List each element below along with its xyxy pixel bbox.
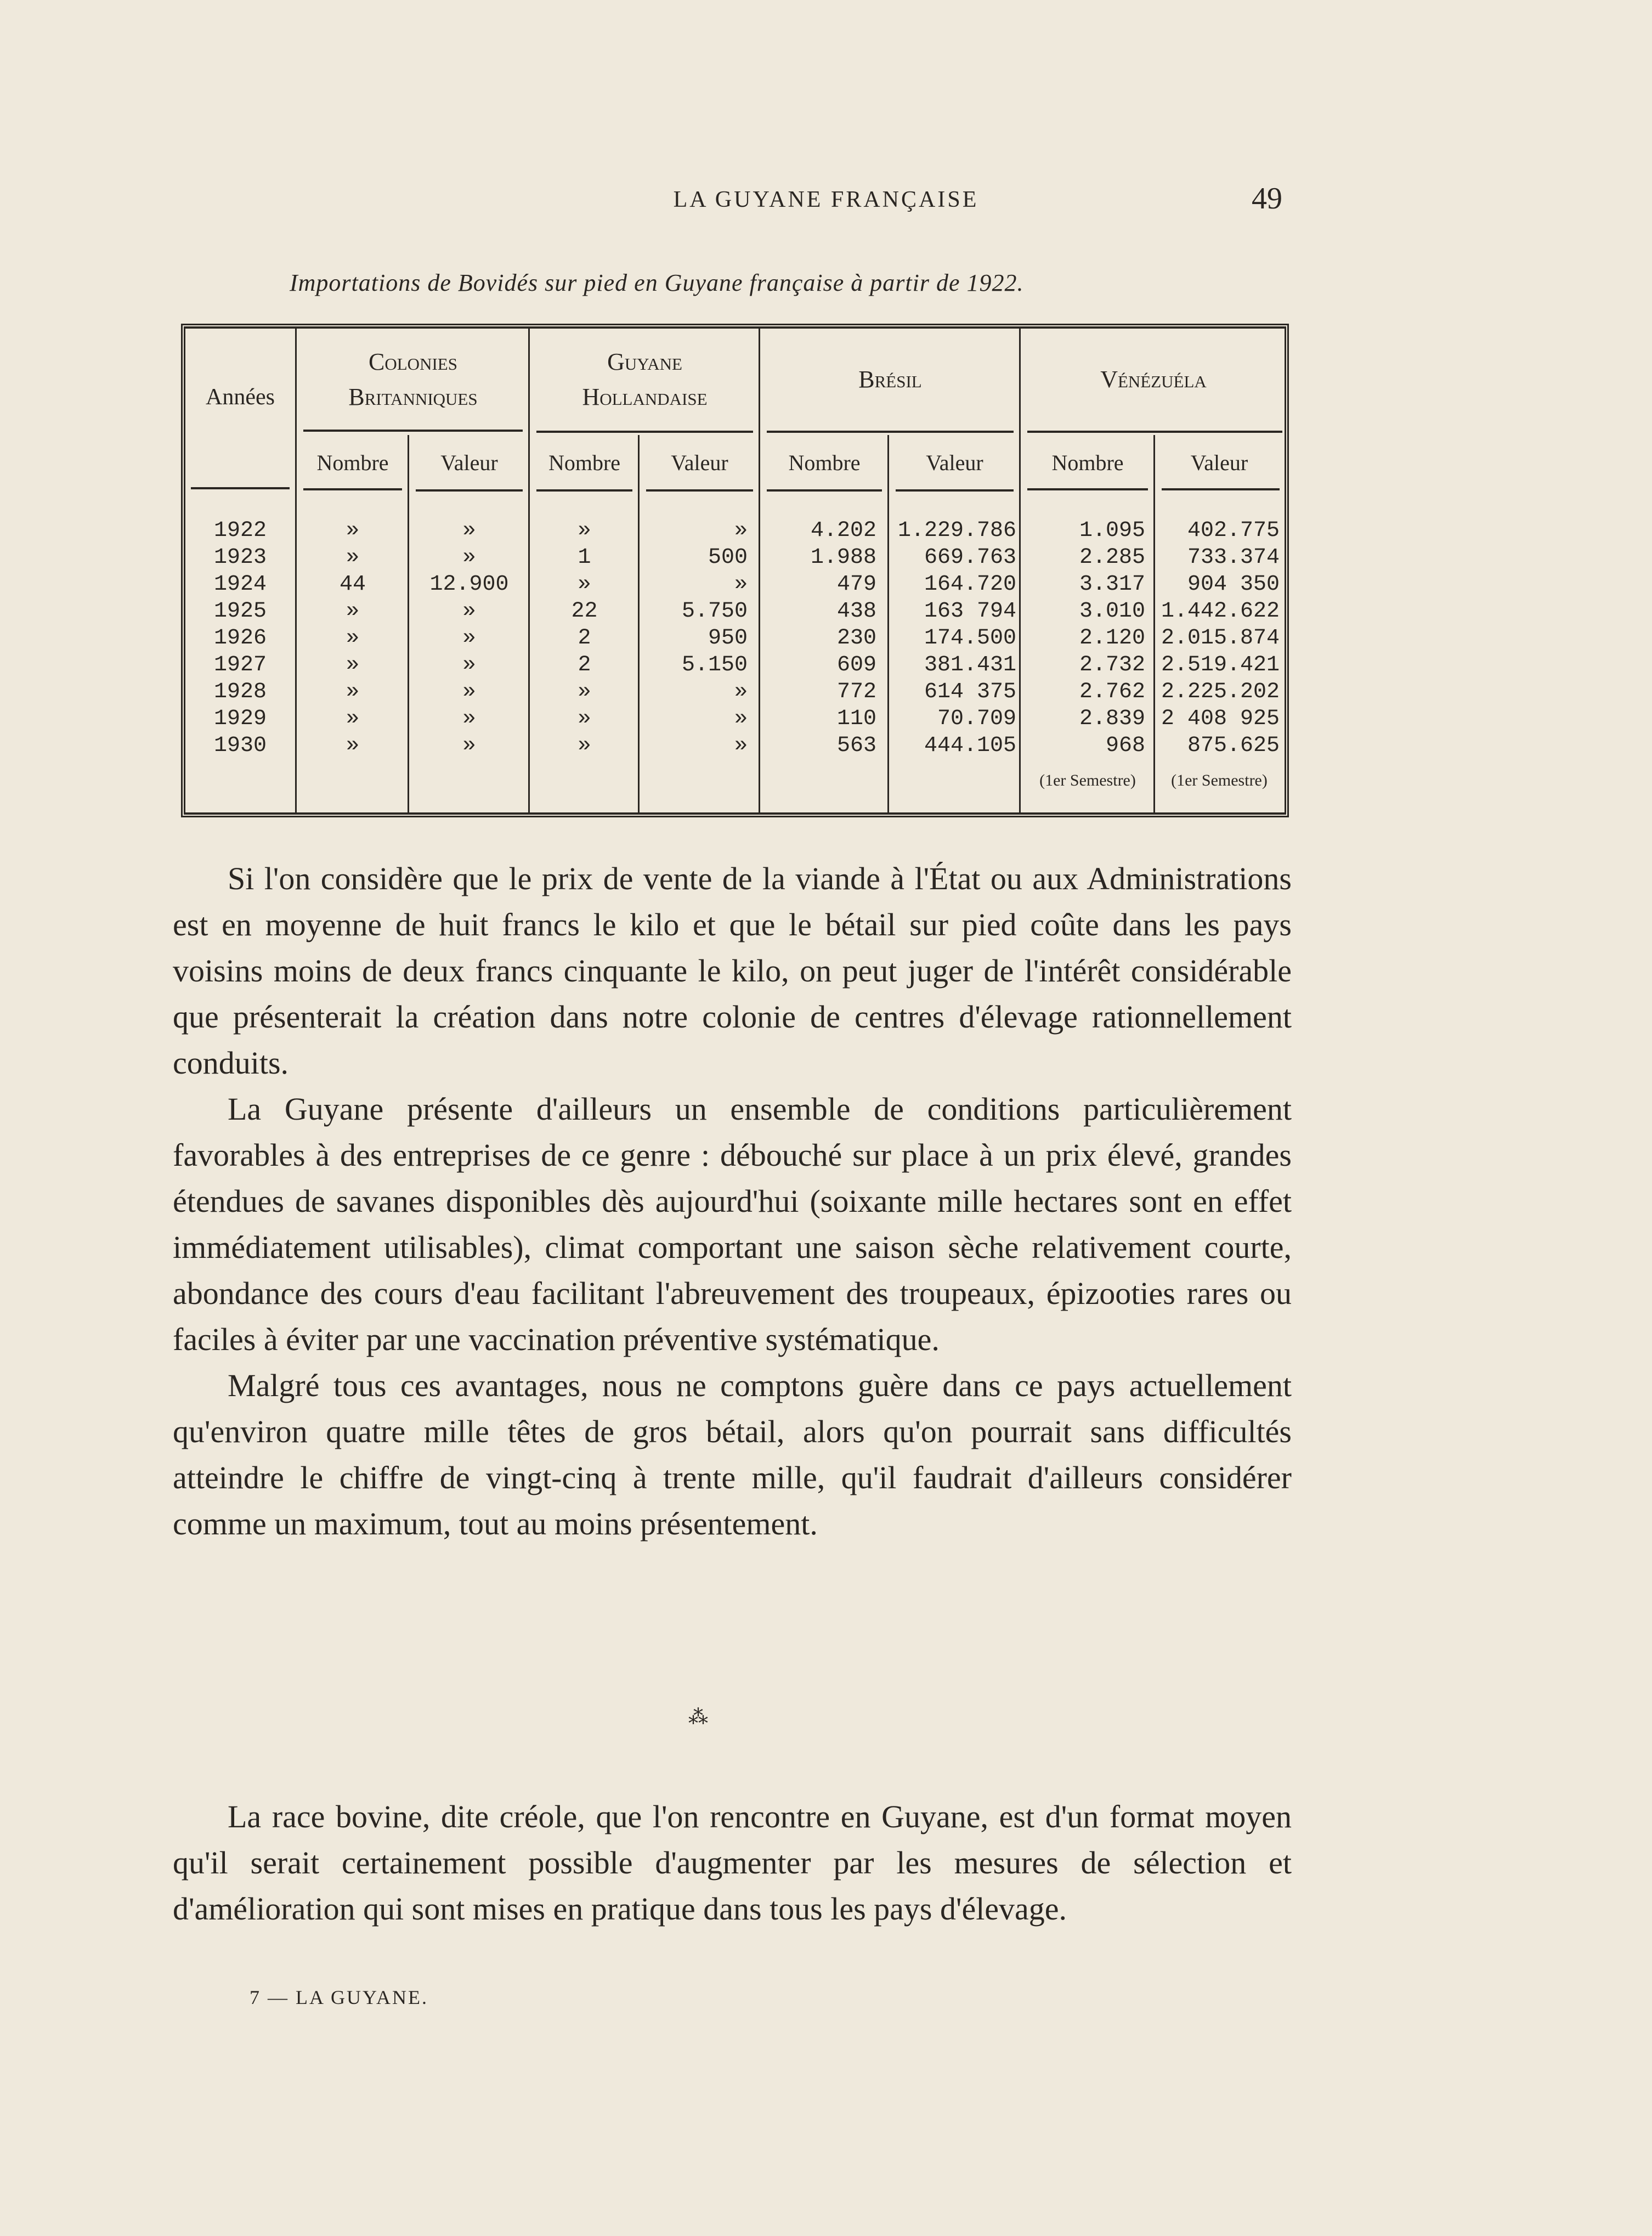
page-number: 49: [1252, 182, 1282, 216]
divider: [759, 328, 760, 813]
years-header: Années: [206, 385, 275, 410]
col-cb-valeur: » » 12.900 » » » » » »: [429, 518, 509, 758]
paragraph: La Guyane présente d'ailleurs un ensemble de conditions particulièrement favorables à des entreprises de ce genre : débouché sur place à un prix élevé, grandes étendues de savanes disponibles dès aujourd'hui (soixante mille hectares sont en effet immédiatement utilisables), climat comportant une saison sèche relativement courte, abondance des cours d'eau facilitant l'abreuvement des troupeaux, épizooties rares ou faciles à éviter par une vaccination préventive systématique.: [173, 1091, 1292, 1357]
semester-note: (1er Semestre): [1039, 771, 1136, 789]
divider: [1019, 328, 1021, 813]
paragraph: Malgré tous ces avantages, nous ne comptons guère dans ce pays actuellement qu'environ quatre mille têtes de gros bétail, alors qu'on pourrait sans difficultés atteindre le chiffre de vingt-cinq à trente mille, qu'il faudrait d'ailleurs considérer comme un maximum, tout au moins présentement.: [173, 1368, 1292, 1542]
group-header-venezuela: Vénézuéla: [1100, 366, 1207, 393]
group-header-colonies-britanniques: Colonies Britanniques: [348, 348, 478, 410]
col-gh-nombre: » 1 » 22 2 2 » » »: [571, 518, 598, 758]
sub-header-valeur: Valeur: [440, 450, 498, 475]
sub-header-nombre: Nombre: [1051, 450, 1124, 475]
col-ve-valeur: 402.775 733.374 904 350 1.442.622 2.015.874 2.519.421 2.225.202 2 408 925 875.625: [1161, 518, 1280, 758]
section-separator-asterism: ⁂: [688, 1706, 708, 1728]
years-column: 1922 1923 1924 1925 1926 1927 1928 1929 1930: [213, 518, 267, 758]
col-ve-nombre: 1.095 2.285 3.317 3.010 2.120 2.732 2.762 2.839 968: [1079, 518, 1145, 758]
sub-header-nombre: Nombre: [316, 450, 389, 475]
group-header-guyane-hollandaise: Guyane Hollandaise: [582, 348, 708, 410]
sub-header-nombre: Nombre: [788, 450, 861, 475]
paragraph: La race bovine, dite créole, que l'on rencontre en Guyane, est d'un format moyen qu'il serait certainement possible d'augmenter par les mesures de sélection et d'amélioration qui sont mises en pratique dans tous les pays d'élevage.: [173, 1799, 1292, 1927]
running-title: LA GUYANE FRANÇAISE: [673, 187, 979, 212]
sub-header-valeur: Valeur: [671, 450, 728, 475]
sub-header-valeur: Valeur: [1190, 450, 1248, 475]
sub-header-nombre: Nombre: [548, 450, 621, 475]
divider: [638, 435, 640, 813]
imports-table: [181, 324, 1289, 817]
group-header-bresil: Brésil: [858, 366, 922, 393]
divider: [1153, 435, 1155, 813]
divider: [528, 328, 530, 813]
divider: [408, 435, 409, 813]
paragraph: Si l'on considère que le prix de vente de la viande à l'État ou aux Administrations est en moyenne de huit francs le kilo et que le bétail sur pied coûte dans les pays voisins moins de deux francs cinquante le kilo, on peut juger de l'intérêt considérable que présenterait la création dans notre colonie de centres d'élevage rationnellement conduits.: [173, 861, 1292, 1081]
col-cb-nombre: » » 44 » » » » » »: [339, 518, 366, 758]
col-gh-valeur: » 500 » 5.750 950 5.150 » » »: [681, 518, 748, 758]
divider: [295, 328, 297, 813]
body-paragraph-after: [173, 1794, 1292, 1932]
col-br-valeur: 1.229.786 669.763 164.720 163 794 174.500 381.431 614 375 70.709 444.105: [897, 518, 1016, 758]
semester-note: (1er Semestre): [1171, 771, 1268, 789]
table-caption: Importations de Bovidés sur pied en Guyane française à partir de 1922.: [290, 269, 1024, 296]
col-br-nombre: 4.202 1.988 479 438 230 609 772 110 563: [810, 518, 876, 758]
body-paragraphs: [173, 856, 1292, 1547]
divider: [887, 435, 889, 813]
sub-header-valeur: Valeur: [926, 450, 983, 475]
signature-mark: 7 — LA GUYANE.: [250, 1986, 428, 2008]
